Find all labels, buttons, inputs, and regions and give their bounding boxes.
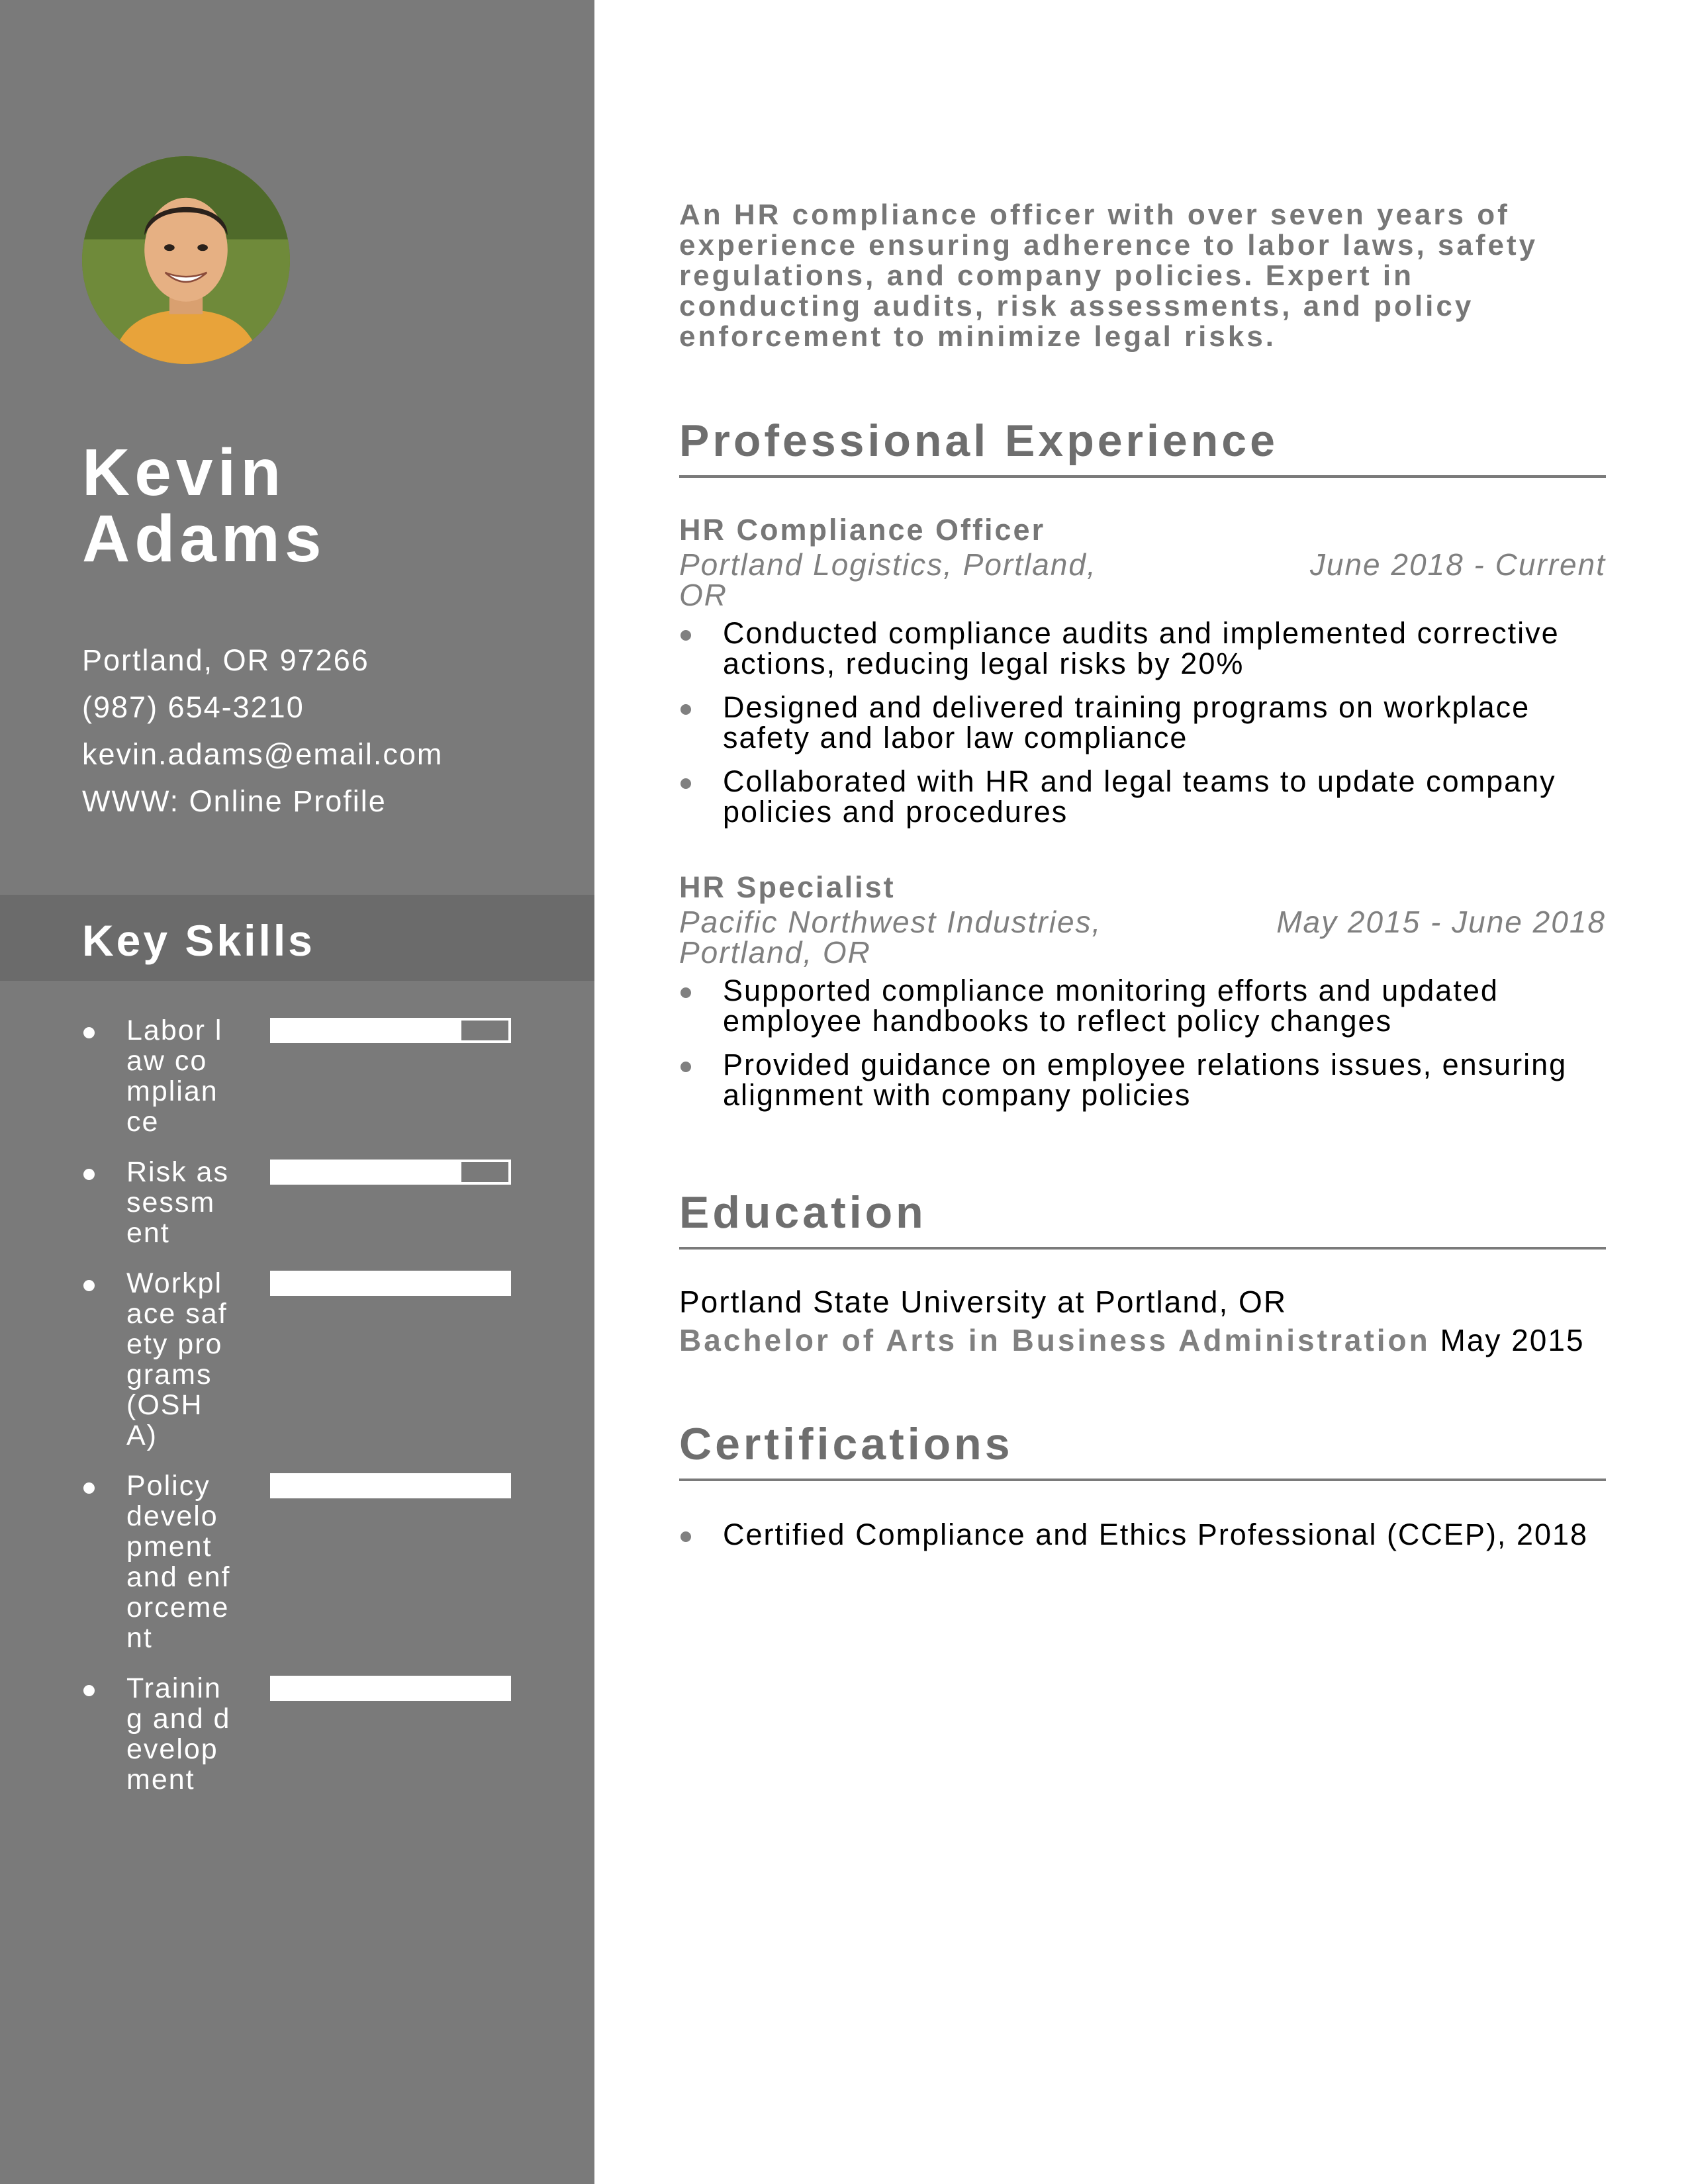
skill-level-fill <box>273 1273 508 1293</box>
job-company: Pacific Northwest Industries, Portland, OR <box>679 905 1102 970</box>
certification-text: Certified Compliance and Ethics Professional (CCEP), 2018 <box>723 1518 1589 1551</box>
job-bullet <box>679 1050 1606 1111</box>
skill-level-fill <box>273 1476 508 1496</box>
skill-label: Training and development <box>126 1672 231 1796</box>
job-bullet <box>679 766 1606 827</box>
contact-info <box>82 637 572 825</box>
job-company: Portland Logistics, Portland, OR <box>679 547 1097 612</box>
bullet-text: Provided guidance on employee relations issues, ensuring alignment with company policies <box>723 1048 1568 1112</box>
bullet-icon <box>83 1169 95 1180</box>
bullet-icon <box>83 1027 95 1038</box>
skills-header <box>0 895 594 981</box>
section-divider <box>679 1479 1606 1481</box>
summary: An HR compliance officer with over seven years of experience ensuring adherence to labor laws, safety regulations, and company policies. Expert in conducting audits, risk assessments, and policy enforcement to minimize legal risks. <box>679 199 1538 353</box>
skill-level-bar <box>270 1676 511 1701</box>
skill-label: Risk assessment <box>126 1156 229 1249</box>
bullet-text: Collaborated with HR and legal teams to update company policies and procedures <box>723 764 1556 829</box>
section-divider <box>679 475 1606 478</box>
skill-level-fill <box>273 1021 461 1040</box>
website-link[interactable]: WWW: Online Profile <box>82 784 387 818</box>
skill-level-bar <box>270 1271 511 1296</box>
section-divider <box>679 1247 1606 1250</box>
job-bullet <box>679 976 1606 1036</box>
avatar <box>82 156 290 364</box>
phone: (987) 654-3210 <box>82 690 305 724</box>
last-name: Adams <box>82 502 326 576</box>
skill-level-bar <box>270 1018 511 1043</box>
bullet-icon <box>83 1685 95 1696</box>
job-bullets <box>679 976 1606 1111</box>
bullet-icon <box>680 987 691 998</box>
job-dates: June 2018 - Current <box>1309 547 1606 582</box>
certifications-list <box>679 1520 1606 1563</box>
education-school: Portland State University at Portland, OR <box>679 1285 1288 1319</box>
skill-label: Workplace safety programs (OSHA) <box>126 1267 228 1451</box>
job-meta <box>679 907 1606 976</box>
certification-item <box>679 1520 1606 1550</box>
skill-item <box>82 1471 519 1653</box>
skills-title: Key Skills <box>82 916 315 965</box>
bullet-icon <box>83 1482 95 1494</box>
bullet-text: Supported compliance monitoring efforts and updated employee handbooks to reflect policy changes <box>723 974 1499 1038</box>
bullet-icon <box>680 1531 691 1542</box>
first-name: Kevin <box>82 435 286 510</box>
skill-level-bar <box>270 1473 511 1498</box>
education-title: Education <box>679 1187 927 1238</box>
bullet-text: Conducted compliance audits and implemented corrective actions, reducing legal risks by 20% <box>723 616 1560 680</box>
bullet-icon <box>680 1062 691 1072</box>
job-title: HR Compliance Officer <box>679 513 1046 547</box>
bullet-text: Designed and delivered training programs on workplace safety and labor law compliance <box>723 690 1530 754</box>
location: Portland, OR 97266 <box>82 643 369 677</box>
experience-title: Professional Experience <box>679 416 1278 466</box>
bullet-icon <box>680 704 691 715</box>
job-entry <box>679 512 1606 841</box>
email-link[interactable]: kevin.adams@email.com <box>82 737 444 771</box>
candidate-name <box>82 435 572 576</box>
skill-level-fill <box>273 1162 461 1182</box>
job-bullet <box>679 692 1606 753</box>
profile-photo <box>82 156 290 364</box>
skill-item <box>82 1268 519 1451</box>
certifications-title: Certifications <box>679 1419 1013 1469</box>
sidebar <box>0 0 594 2184</box>
education-degree: Bachelor of Arts in Business Administration <box>679 1323 1430 1357</box>
job-dates: May 2015 - June 2018 <box>1276 905 1606 939</box>
job-meta <box>679 549 1606 618</box>
skill-label: Labor law compliance <box>126 1015 223 1138</box>
skills-list <box>82 1015 519 1827</box>
skill-item <box>82 1157 519 1248</box>
education-date: May 2015 <box>1440 1323 1585 1357</box>
bullet-icon <box>680 778 691 789</box>
education-degree-line <box>679 1322 1585 1358</box>
job-bullet <box>679 618 1606 679</box>
skill-item <box>82 1015 519 1137</box>
skill-level-bar <box>270 1160 511 1185</box>
bullet-icon <box>680 630 691 641</box>
skill-level-fill <box>273 1678 508 1698</box>
job-bullets <box>679 618 1606 827</box>
skill-item <box>82 1673 519 1795</box>
job-title: HR Specialist <box>679 870 896 904</box>
job-entry <box>679 870 1606 1124</box>
skill-label: Policy development and enforcement <box>126 1470 231 1654</box>
bullet-icon <box>83 1280 95 1291</box>
